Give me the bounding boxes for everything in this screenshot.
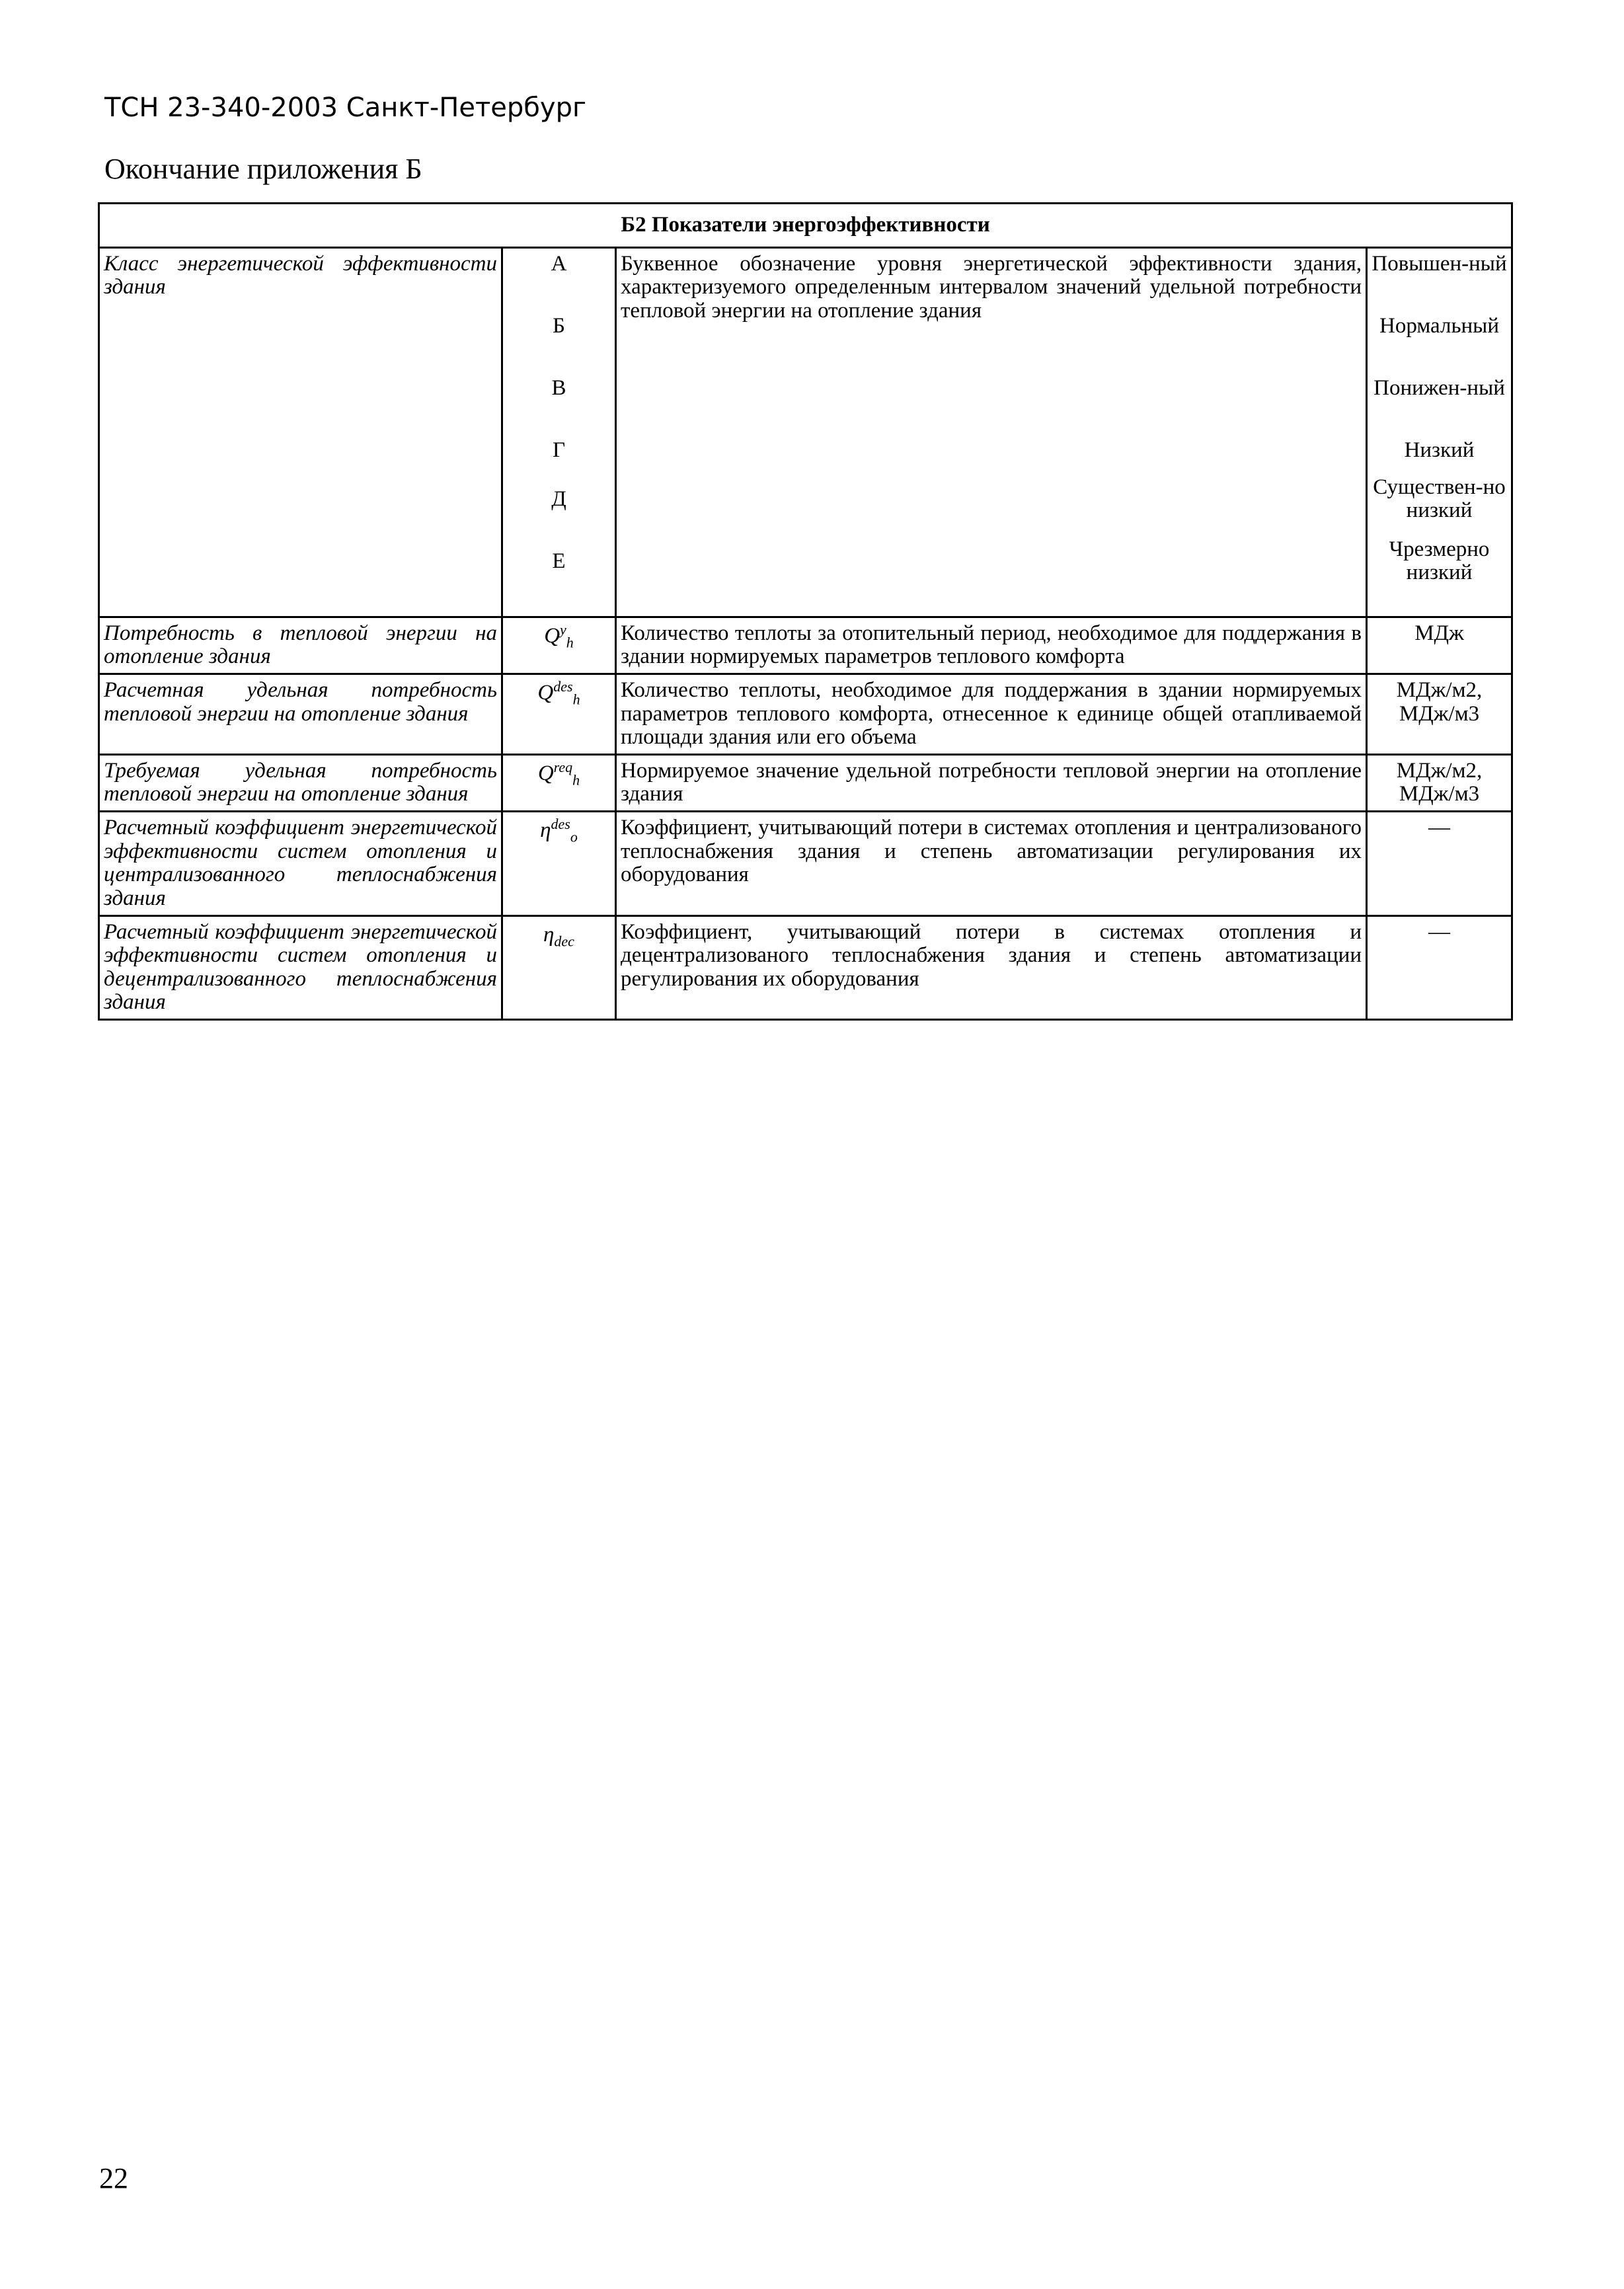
class-letter: А [551,251,567,276]
indicator-symbol: $Q^{req}_h$ [502,754,616,811]
class-letter: Е [552,549,566,573]
table-row [99,617,1512,674]
indicator-name: Требуемая удельная потребность тепловой энергии на отопление здания [99,754,502,811]
indicator-description: Нормируемое значение удельной потребности тепловой энергии на отопление здания [616,754,1367,811]
class-letters [502,247,616,617]
indicator-description: Коэффициент, учитывающий потери в системах отопления и децентрализованого теплоснабжения здания и степень автоматизации регулирования их оборудования [616,915,1367,1020]
continuation-heading: Окончание приложения Б [104,153,422,185]
indicator-unit: МДж/м2, МДж/м3 [1367,674,1512,754]
class-letter: Б [553,313,565,338]
indicator-description: Коэффициент, учитывающий потери в системах отопления и централизованого теплоснабжения здания и степень автоматизации регулирования их оборудования [616,812,1367,916]
class-level: Повышен-ный [1372,251,1507,276]
indicator-description: Количество теплоты, необходимое для поддержания в здании нормируемых параметров теплового комфорта, отнесенное к единице общей отапливаемой площади здания или его объема [616,674,1367,754]
table-title-row [99,204,1512,248]
table-row [99,812,1512,916]
class-letter: Д [551,486,566,511]
document-code-header: ТСН 23-340-2003 Санкт-Петербург [104,93,587,123]
indicator-unit: — [1367,812,1512,916]
class-levels [1367,247,1512,617]
indicator-symbol: $Q^y_h$ [502,617,616,674]
table-row [99,754,1512,811]
class-level: Существен-но низкий [1373,475,1506,523]
indicator-symbol: $\eta^{des}_o$ [502,812,616,916]
indicator-name: Расчетный коэффициент энергетической эффективности систем отопления и централизованного теплоснабжения здания [99,812,502,916]
indicator-unit: МДж/м2, МДж/м3 [1367,754,1512,811]
indicator-name: Потребность в тепловой энергии на отопление здания [99,617,502,674]
indicator-name: Расчетная удельная потребность тепловой энергии на отопление здания [99,674,502,754]
indicator-description: Количество теплоты за отопительный период, необходимое для поддержания в здании нормируемых параметров теплового комфорта [616,617,1367,674]
table-row [99,674,1512,754]
class-level: Низкий [1404,438,1475,462]
class-level: Нормальный [1379,313,1499,338]
indicator-symbol: $\eta_{dec}$ [502,915,616,1020]
page-number: 22 [99,2162,128,2194]
class-level: Чрезмерно низкий [1389,537,1490,585]
class-level: Понижен-ный [1373,375,1505,400]
indicator-unit: МДж [1367,617,1512,674]
indicator-name: Расчетный коэффициент энергетической эффективности систем отопления и децентрализованного теплоснабжения здания [99,915,502,1020]
energy-efficiency-table [98,202,1513,1021]
table-title: Б2 Показатели энергоэффективности [99,204,1512,248]
indicator-unit: — [1367,915,1512,1020]
table-row [99,915,1512,1020]
indicator-symbol: $Q^{des}_h$ [502,674,616,754]
table-row [99,247,1512,617]
class-letter: Г [552,438,566,462]
indicator-description: Буквенное обозначение уровня энергетической эффективности здания, характеризуемого определенным интервалом значений удельной потребности тепловой энергии на отопление здания [616,247,1367,617]
class-letter: В [551,375,566,400]
indicator-name: Класс энергетической эффективности здания [99,247,502,617]
